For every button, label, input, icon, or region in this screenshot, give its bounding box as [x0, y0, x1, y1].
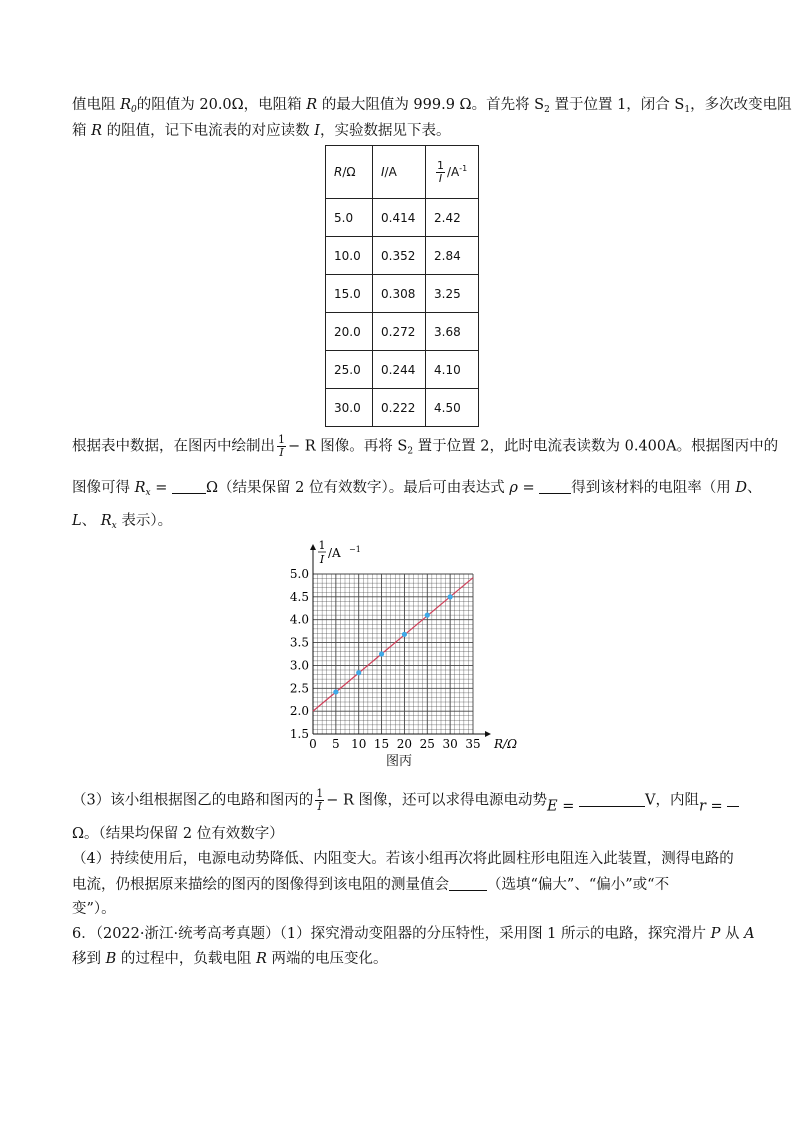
table-cell: 3.25: [426, 275, 479, 313]
table-cell: 20.0: [326, 313, 373, 351]
q3-line2: Ω。（结果均保留 2 位有效数字）: [72, 826, 284, 842]
y-label-unit: /A: [328, 546, 341, 560]
y-tick-label: 4.5: [289, 589, 309, 604]
table-cell: 2.84: [426, 237, 479, 275]
x-tick-label: 5: [332, 737, 340, 750]
table-body: [326, 199, 479, 427]
table-cell: 0.352: [373, 237, 426, 275]
y-label-numerator: 1: [318, 539, 326, 552]
table-row: [326, 237, 479, 275]
header-i: I/A: [373, 146, 426, 199]
chart-data-layer: [313, 578, 473, 711]
header-r: R/Ω: [326, 146, 373, 199]
y-tick-label: 3.0: [289, 658, 309, 673]
figure-caption: 图丙: [386, 754, 413, 769]
data-point: [356, 670, 361, 675]
table-cell: 5.0: [326, 199, 373, 237]
table-row: [326, 275, 479, 313]
data-point: [379, 651, 384, 656]
data-point: [448, 594, 453, 599]
header-inverse-i: $\frac{1}{I}$ $/A^{-1}$: [426, 146, 479, 199]
table-cell: 0.414: [373, 199, 426, 237]
paragraph2-line1: 根据表中数据，在图丙中绘制出 $\frac{1}{I}$ − R 图像。再将 $S_2$ 置于位置 2，此时电流表读数为 0.400A。根据图丙中的: [72, 433, 779, 459]
data-table: [325, 145, 479, 427]
table-cell: 15.0: [326, 275, 373, 313]
q4-line1: （4）持续使用后，电源电动势降低、内阻变大。若该小组再次将此圆柱形电阻连入此装置，测得电路的: [72, 851, 734, 867]
x-tick-label: 10: [351, 737, 367, 750]
data-point: [333, 689, 338, 694]
y-axis-label: [318, 539, 361, 566]
paragraph2-line2: 图像可得 $R_x = \Omega$（结果保留 2 位有效数字）。最后可由表达式 ρ = 得到该材料的电阻率（用 D、: [72, 480, 762, 498]
q4-answer-blank[interactable]: [449, 876, 487, 891]
x-tick-label: 0: [309, 737, 317, 750]
x-tick-label: 30: [442, 737, 458, 750]
internal-resistance-answer-blank[interactable]: [727, 792, 739, 807]
x-tick-label: 20: [396, 737, 413, 750]
table-cell: 4.10: [426, 351, 479, 389]
y-tick-label: 5.0: [289, 567, 309, 581]
x-tick-label: 15: [373, 737, 390, 750]
y-axis-arrow: [310, 544, 316, 550]
data-point: [402, 632, 407, 637]
y-label-unit-superscript: −1: [349, 545, 361, 554]
q6-line2: 移到 B 的过程中，负载电阻 R 两端的电压变化。: [72, 951, 388, 967]
x-axis-label: R/Ω: [494, 737, 518, 750]
table-cell: 25.0: [326, 351, 373, 389]
table-cell: 30.0: [326, 389, 373, 427]
x-axis-arrow: [485, 731, 491, 737]
x-tick-label: 25: [419, 737, 435, 750]
y-tick-label: 4.0: [289, 612, 309, 627]
table-cell: 3.68: [426, 313, 479, 351]
table-cell: 10.0: [326, 237, 373, 275]
q4-line2: 电流，仍根据原来描绘的图丙的图像得到该电阻的测量值会 （选填“偏大”、“偏小”或“不: [72, 877, 670, 893]
table-row: [326, 199, 479, 237]
q3-line1: （3）该小组根据图乙的电路和图丙的 $\frac{1}{I}$ − R 图像，还可以求得电源电动势E = V，内阻r =: [72, 788, 739, 818]
paragraph2-line3: L、 $R_x$ 表示）。: [72, 513, 173, 531]
emf-answer-blank[interactable]: [579, 792, 645, 807]
table-cell: 0.222: [373, 389, 426, 427]
table-row: [326, 313, 479, 351]
table-cell: 4.50: [426, 389, 479, 427]
table-row: [326, 389, 479, 427]
y-tick-label: 1.5: [289, 727, 309, 741]
paragraph1-line1: 值电阻 $R_0$的阻值为 20.0Ω，电阻箱 R 的最大阻值为 999.9 Ω。首先将 $S_2$ 置于位置 1，闭合 $S_1$，多次改变电阻: [72, 97, 792, 115]
inverse-current-vs-resistance-chart: [280, 538, 520, 750]
table-cell: 0.272: [373, 313, 426, 351]
x-tick-label: 35: [465, 737, 481, 750]
q6-line1: 6．（2022·浙江·统考高考真题）（1）探究滑动变阻器的分压特性，采用图 1 所示的电路，探究滑片 P 从 A: [72, 926, 755, 942]
paragraph1-line2: 箱 R 的阻值，记下电流表的对应读数 I，实验数据见下表。: [72, 123, 451, 139]
y-tick-label: 2.0: [289, 704, 309, 719]
table-cell: 2.42: [426, 199, 479, 237]
rho-answer-blank[interactable]: [539, 479, 571, 494]
rx-answer-blank[interactable]: [172, 479, 206, 494]
table-cell: 0.244: [373, 351, 426, 389]
y-tick-label: 2.5: [289, 681, 309, 696]
data-point: [425, 613, 430, 618]
y-label-denominator: I: [319, 553, 325, 566]
table-cell: 0.308: [373, 275, 426, 313]
y-tick-label: 3.5: [289, 635, 309, 650]
table-row: [326, 351, 479, 389]
q4-line3: 变”）。: [72, 901, 116, 917]
table-header-row: [326, 146, 479, 199]
